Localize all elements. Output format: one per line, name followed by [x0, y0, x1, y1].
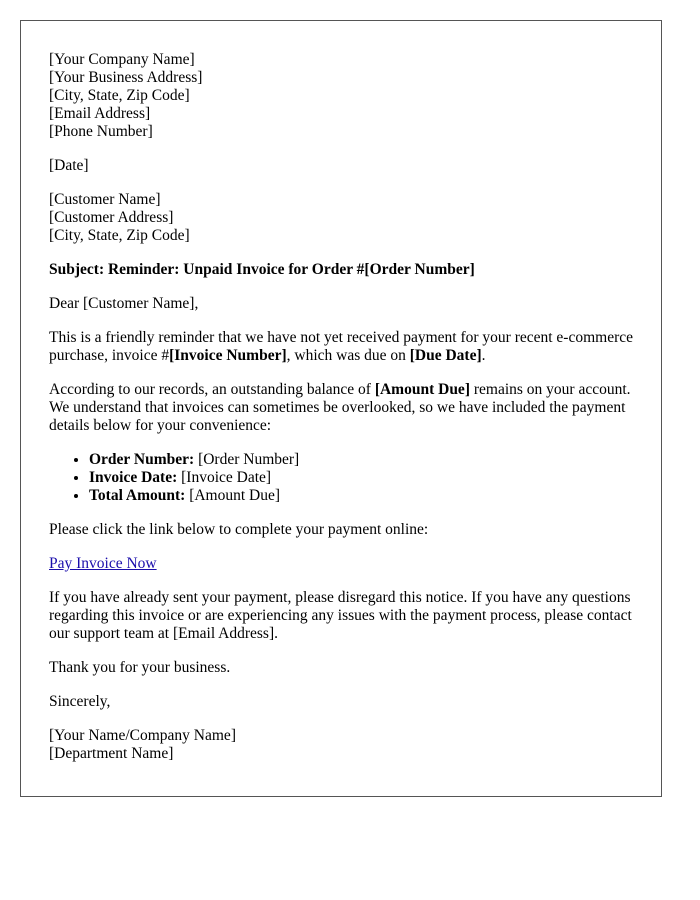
link-intro: Please click the link below to complete your payment online: — [49, 521, 429, 538]
paragraph1-text-a: This is a friendly reminder that we have not yet received payment for your recent e-commerce purchase, invoice # — [49, 329, 634, 364]
recipient-city-state-zip: [City, State, Zip Code] — [49, 227, 190, 244]
signature-block — [49, 727, 633, 763]
recipient-block — [49, 191, 633, 245]
paragraph-support: If you have already sent your payment, please disregard this notice. If you have any questions regarding this invoice or are experiencing any issues with the payment process, please contact our support team at [Email Address]. — [49, 589, 632, 642]
subject-line: Subject: Reminder: Unpaid Invoice for Order #[Order Number] — [49, 261, 475, 278]
recipient-name: [Customer Name] — [49, 191, 161, 208]
detail-value: [Amount Due] — [185, 487, 281, 504]
list-item — [89, 451, 633, 469]
signature-department: [Department Name] — [49, 745, 174, 762]
detail-label: Order Number: — [89, 451, 195, 468]
sender-address: [Your Business Address] — [49, 69, 203, 86]
salutation: Dear [Customer Name], — [49, 295, 199, 312]
closing-line: Sincerely, — [49, 693, 111, 710]
payment-details-list — [49, 451, 633, 505]
list-item — [89, 487, 633, 505]
signature-name: [Your Name/Company Name] — [49, 727, 236, 744]
sender-block — [49, 51, 633, 141]
detail-value: [Order Number] — [194, 451, 300, 468]
sender-phone: [Phone Number] — [49, 123, 153, 140]
amount-due: [Amount Due] — [374, 381, 470, 398]
due-date: [Due Date] — [409, 347, 482, 364]
letter-container — [20, 20, 662, 797]
sender-company: [Your Company Name] — [49, 51, 195, 68]
detail-label: Total Amount: — [89, 487, 186, 504]
paragraph1-text-b: , which was due on — [286, 347, 410, 364]
letter-date: [Date] — [49, 157, 89, 174]
paragraph-payment-reminder — [49, 329, 633, 365]
sender-email: [Email Address] — [49, 105, 151, 122]
paragraph1-text-c: . — [481, 347, 486, 364]
invoice-number: [Invoice Number] — [169, 347, 287, 364]
pay-invoice-link[interactable]: Pay Invoice Now — [49, 555, 157, 572]
pay-link-paragraph — [49, 555, 633, 573]
paragraph-outstanding-balance — [49, 381, 633, 435]
recipient-address: [Customer Address] — [49, 209, 174, 226]
sender-city-state-zip: [City, State, Zip Code] — [49, 87, 190, 104]
thanks-line: Thank you for your business. — [49, 659, 231, 676]
paragraph2-text-b: remains on your account. We understand that invoices can sometimes be overlooked, so we have included the payment details below for your convenience: — [49, 381, 631, 434]
detail-value: [Invoice Date] — [177, 469, 272, 486]
paragraph2-text-a: According to our records, an outstanding balance of — [49, 381, 375, 398]
list-item — [89, 469, 633, 487]
detail-label: Invoice Date: — [89, 469, 178, 486]
